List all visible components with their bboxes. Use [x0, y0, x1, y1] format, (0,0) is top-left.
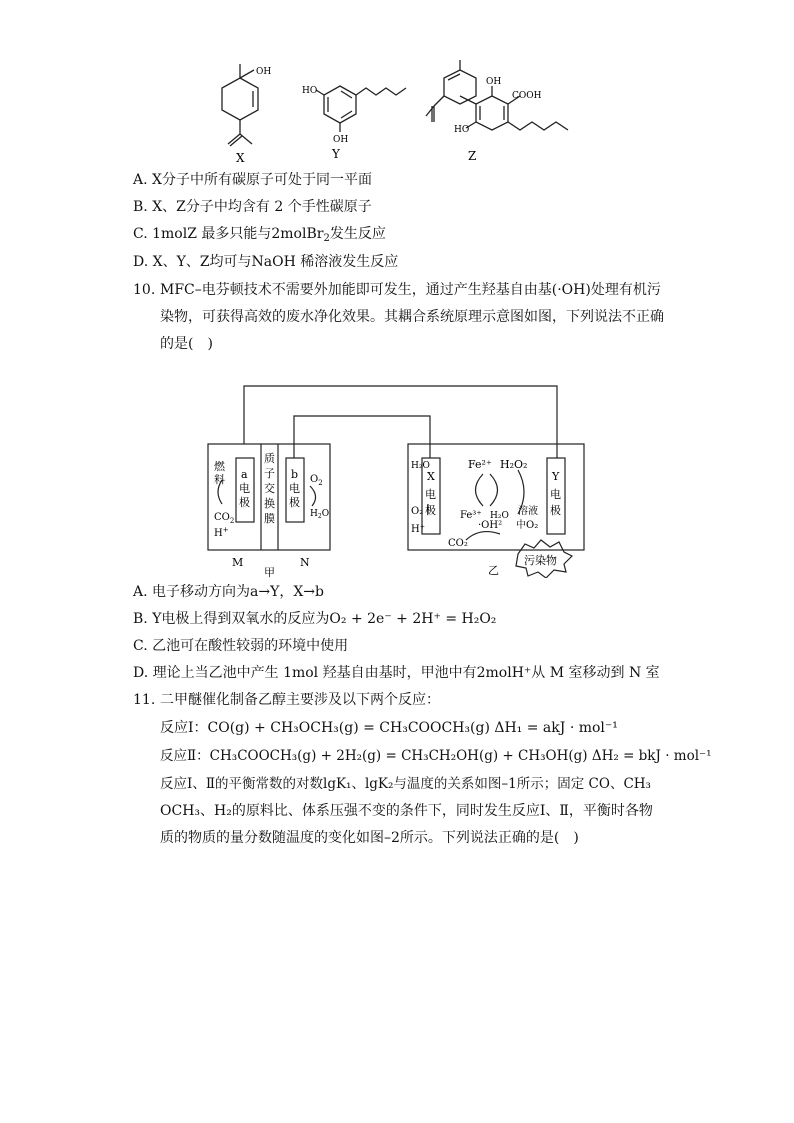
- q9-option-c-sub: 2: [323, 233, 330, 244]
- q10-option-b: B. Y电极上得到双氧水的反应为O₂ + 2e⁻ + 2H⁺ = H₂O₂: [133, 611, 497, 627]
- q10-stem-line1: MFC–电芬顿技术不需要外加能即可发生，通过产生羟基自由基(·OH)处理有机污: [160, 282, 661, 298]
- fuel-label-1: 燃: [214, 460, 225, 473]
- left-co2-label: $CO_2$: [214, 512, 235, 525]
- q10-number: 10.: [133, 282, 156, 298]
- solution-label-2: 中O₂: [516, 520, 539, 531]
- right-h-label: H⁺: [411, 524, 425, 535]
- membrane-5: 膜: [264, 512, 275, 525]
- label-jia: 甲: [264, 566, 275, 578]
- right-h2o-label: H₂O: [411, 461, 430, 471]
- molecule-structures: [220, 58, 580, 166]
- z-oh-label: OH: [486, 77, 502, 87]
- pollutant-label: 污染物: [524, 554, 557, 567]
- label-yi: 乙: [488, 564, 499, 577]
- electrode-a-3: 极: [239, 496, 250, 509]
- x-oh-label: OH: [256, 67, 272, 77]
- q11-reaction-1: 反应Ⅰ：CO(g) + CH₃OCH₃(g) = CH₃COOCH₃(g) ΔH₁ = akJ · mol⁻¹: [160, 720, 618, 736]
- right-co2-label: CO₂: [448, 538, 468, 549]
- left-h-label: H+: [214, 526, 229, 539]
- fe2-label: Fe²⁺: [468, 458, 492, 471]
- electrode-y-2: 电: [550, 488, 561, 501]
- electrode-x-1: X: [427, 470, 435, 483]
- q9-option-c-post: 发生反应: [329, 226, 386, 242]
- electrode-y-1: Y: [552, 470, 560, 483]
- q10-stem-line3: 的是( ): [160, 336, 213, 352]
- y-ho-label: HO: [302, 86, 318, 96]
- electrode-b-2: 电: [289, 482, 300, 495]
- mfc-diagram: [200, 382, 590, 578]
- left-h2o-label: $H_2O$: [310, 509, 330, 520]
- q11-stem-line6: 质的物质的量分数随温度的变化如图–2所示。下列说法正确的是( ): [160, 830, 579, 846]
- q9-option-d: D. X、Y、Z均可与NaOH 稀溶液发生反应: [133, 254, 399, 270]
- membrane-4: 换: [264, 497, 275, 510]
- fuel-label-2: 料: [214, 473, 225, 486]
- electrode-x-2: 电: [425, 488, 436, 501]
- left-o2-label: $O_2$: [310, 474, 323, 487]
- q9-option-c: [133, 224, 386, 249]
- q9-option-b: B. X、Z分子中均含有 2 个手性碳原子: [133, 199, 372, 215]
- q9-option-c-pre: C. 1molZ 最多只能与2molBr: [133, 226, 324, 242]
- q10-option-c: C. 乙池可在酸性较弱的环境中使用: [133, 638, 349, 654]
- z-ho-label: HO: [454, 125, 470, 135]
- label-n: N: [300, 556, 310, 569]
- oh-label: ·OH²: [478, 520, 503, 531]
- q10-stem-line2: 染物，可获得高效的废水净化效果。其耦合系统原理示意图如图，下列说法不正确: [160, 309, 664, 325]
- q11-stem-line5: OCH₃、H₂的原料比、体系压强不变的条件下，同时发生反应Ⅰ、Ⅱ，平衡时各物: [160, 803, 653, 819]
- membrane-1: 质: [264, 452, 275, 465]
- fe3-label: Fe³⁺: [460, 510, 482, 521]
- y-oh-label: OH: [333, 135, 349, 145]
- electrode-a-1: a: [241, 468, 248, 481]
- membrane-3: 交: [264, 482, 275, 495]
- h2o2-label: H₂O₂: [500, 458, 528, 471]
- electrode-a-2: 电: [239, 482, 250, 495]
- solution-label-1: 溶液: [518, 506, 538, 517]
- electrode-b-3: 极: [289, 496, 300, 509]
- z-cooh-label: COOH: [512, 91, 542, 101]
- x-label: X: [236, 151, 245, 165]
- right-o2-label: O₂: [411, 506, 424, 517]
- h2o-mid-label: H₂O: [490, 511, 509, 521]
- q10-option-d: D. 理论上当乙池中产生 1mol 羟基自由基时，甲池中有2molH⁺从 M 室移动到 N 室: [133, 665, 660, 681]
- electrode-b-1: b: [291, 468, 299, 481]
- label-m: M: [232, 556, 244, 569]
- z-label: Z: [468, 149, 477, 163]
- q11-stem-line4: 反应Ⅰ、Ⅱ的平衡常数的对数lgK₁、lgK₂与温度的关系如图–1所示；固定 CO、CH₃: [160, 776, 651, 792]
- electrode-y-3: 极: [550, 504, 561, 517]
- q10-option-a: A. 电子移动方向为a→Y，X→b: [133, 584, 324, 600]
- q9-option-a: A. X分子中所有碳原子可处于同一平面: [133, 172, 372, 188]
- membrane-2: 子: [264, 467, 275, 480]
- electrode-x-3: 极: [425, 504, 436, 517]
- q11-number: 11.: [133, 692, 156, 708]
- q11-stem-line1: 二甲醚催化制备乙醇主要涉及以下两个反应：: [160, 692, 440, 708]
- q11-reaction-2: 反应Ⅱ：CH₃COOCH₃(g) + 2H₂(g) = CH₃CH₂OH(g) + CH₃OH(g) ΔH₂ = bkJ · mol⁻¹: [160, 748, 712, 764]
- y-label: Y: [332, 147, 340, 161]
